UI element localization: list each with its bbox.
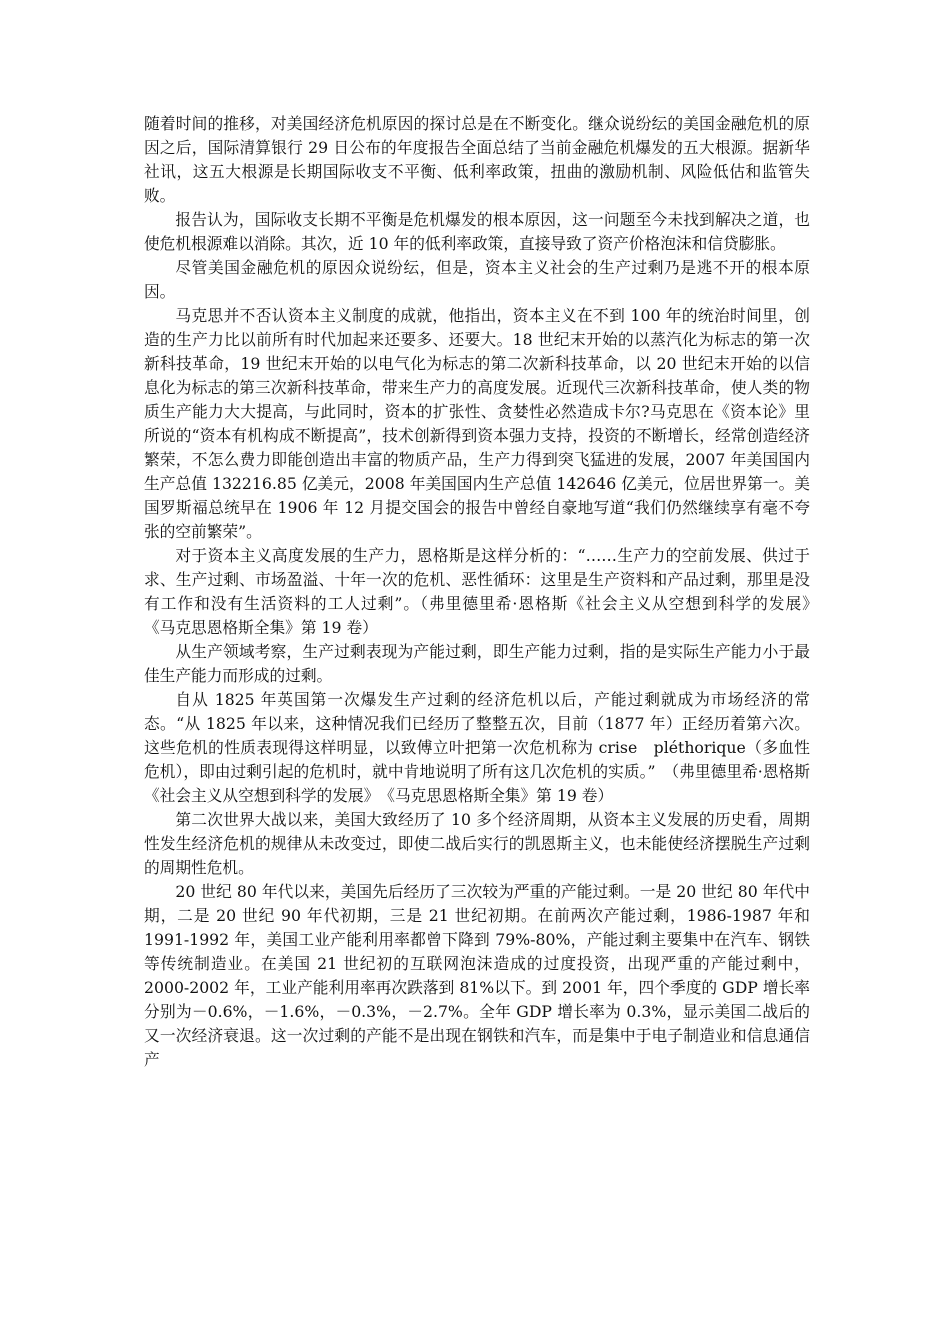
paragraph-6: 从生产领域考察，生产过剩表现为产能过剩，即生产能力过剩，指的是实际生产能力小于最佳生产能力而形成的过剩。	[144, 642, 810, 685]
paragraph-5: 对于资本主义高度发展的生产力，恩格斯是这样分析的：“……生产力的空前发展、供过于求、生产过剩、市场盈溢、十年一次的危机、恶性循环：这里是生产资料和产品过剩，那里是没有工作和没有生活资料的工人过剩”。（弗里德里希·恩格斯《社会主义从空想到科学的发展》 《马克思恩格斯全集》第 19 卷）	[144, 546, 842, 637]
paragraph-7: 自从 1825 年英国第一次爆发生产过剩的经济危机以后，产能过剩就成为市场经济的常态。“从 1825 年以来，这种情况我们已经历了整整五次，目前（1877 年）正经历着第六次。这些危机的性质表现得这样明显，以致傅立叶把第一次危机称为 crise pléthorique（多血性危机），即由过剩引起的危机时，就中肯地说明了所有这几次危机的实质。” （弗里德里希·恩格斯 《社会主义从空想到科学的发展》 《马克思恩格斯全集》第 19 卷）	[144, 690, 826, 805]
paragraph-9: 20 世纪 80 年代以来，美国先后经历了三次较为严重的产能过剩。一是 20 世纪 80 年代中期，二是 20 世纪 90 年代初期，三是 21 世纪初期。在前两次产能过剩，1986-1987 年和 1991-1992 年，美国工业产能利用率都曾下降到 79%-80%，产能过剩主要集中在汽车、钢铁等传统制造业。在美国 21 世纪初的互联网泡沫造成的过度投资，出现严重的产能过剩中，2000-2002 年，工业产能利用率再次跌落到 81%以下。到 2001 年，四个季度的 GDP 增长率分别为－0.6%，－1.6%，－0.3%，－2.7%。全年 GDP 增长率为 0.3%，显示美国二战后的又一次经济衰退。这一次过剩的产能不是出现在钢铁和汽车，而是集中于电子制造业和信息通信产	[144, 882, 810, 1069]
paragraph-3: 尽管美国金融危机的原因众说纷纭，但是，资本主义社会的生产过剩乃是逃不开的根本原因。	[144, 258, 810, 301]
paragraph-2: 报告认为，国际收支长期不平衡是危机爆发的根本原因，这一问题至今未找到解决之道，也使危机根源难以消除。其次，近 10 年的低利率政策，直接导致了资产价格泡沫和信贷膨胀。	[144, 210, 810, 253]
paragraph-1: 随着时间的推移，对美国经济危机原因的探讨总是在不断变化。继众说纷纭的美国金融危机的原因之后，国际清算银行 29 日公布的年度报告全面总结了当前金融危机爆发的五大根源。据新华社讯，这五大根源是长期国际收支不平衡、低利率政策，扭曲的激励机制、风险低估和监管失败。	[144, 114, 810, 205]
document-body	[144, 112, 842, 1072]
paragraph-4: 马克思并不否认资本主义制度的成就，他指出，资本主义在不到 100 年的统治时间里，创造的生产力比以前所有时代加起来还要多、还要大。18 世纪末开始的以蒸汽化为标志的第一次新科技革命，19 世纪末开始的以电气化为标志的第二次新科技革命，以 20 世纪末开始的以信息化为标志的第三次新科技革命，带来生产力的高度发展。近现代三次新科技革命，使人类的物质生产能力大大提高，与此同时，资本的扩张性、贪婪性必然造成卡尔?马克思在《资本论》里所说的“资本有机构成不断提高”，技术创新得到资本强力支持，投资的不断增长，经常创造经济繁荣，不怎么费力即能创造出丰富的物质产品，生产力得到突飞猛进的发展，2007 年美国国内生产总值 132216.85 亿美元，2008 年美国国内生产总值 142646 亿美元，位居世界第一。美国罗斯福总统早在 1906 年 12 月提交国会的报告中曾经自豪地写道“我们仍然继续享有毫不夸张的空前繁荣”。	[144, 306, 810, 541]
paragraph-8: 第二次世界大战以来，美国大致经历了 10 多个经济周期，从资本主义发展的历史看，周期性发生经济危机的规律从未改变过，即使二战后实行的凯恩斯主义，也未能使经济摆脱生产过剩的周期性危机。	[144, 810, 810, 877]
